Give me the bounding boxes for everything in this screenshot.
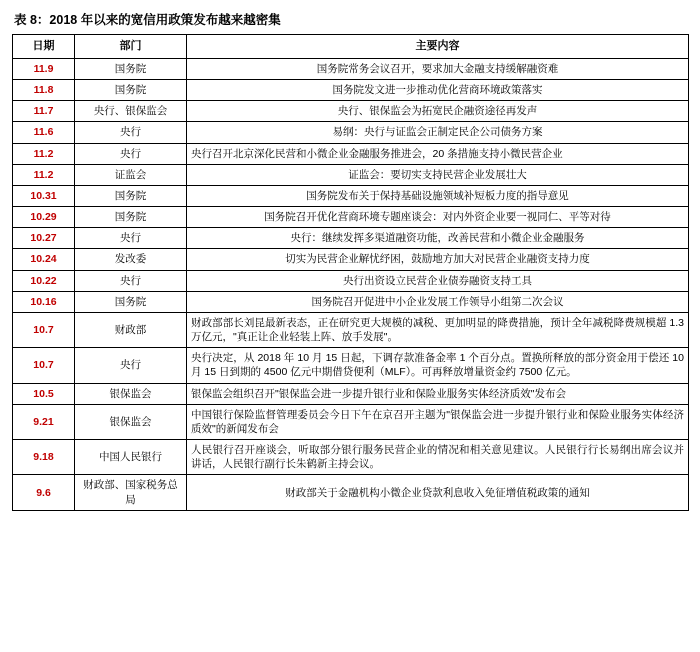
cell-date: 9.18	[13, 440, 75, 475]
cell-content: 央行、银保监会为拓宽民企融资途径再发声	[187, 101, 689, 122]
cell-department: 财政部	[75, 312, 187, 347]
cell-date: 11.6	[13, 122, 75, 143]
table-row	[13, 122, 689, 143]
cell-date: 10.27	[13, 228, 75, 249]
cell-date: 10.7	[13, 312, 75, 347]
cell-content: 国务院召开优化营商环境专题座谈会：对内外资企业要一视同仁、平等对待	[187, 207, 689, 228]
table-row	[13, 249, 689, 270]
cell-department: 银保监会	[75, 383, 187, 404]
cell-date: 11.7	[13, 101, 75, 122]
table-row	[13, 58, 689, 79]
cell-department: 中国人民银行	[75, 440, 187, 475]
column-header-department: 部门	[75, 35, 187, 59]
cell-date: 10.16	[13, 291, 75, 312]
cell-date: 10.24	[13, 249, 75, 270]
cell-date: 11.8	[13, 80, 75, 101]
table-row	[13, 270, 689, 291]
table-header	[13, 35, 689, 59]
cell-content: 央行：继续发挥多渠道融资功能，改善民营和小微企业金融服务	[187, 228, 689, 249]
cell-content: 国务院发布关于保持基础设施领域补短板力度的指导意见	[187, 185, 689, 206]
cell-department: 央行	[75, 348, 187, 383]
cell-department: 国务院	[75, 58, 187, 79]
cell-content: 中国银行保险监督管理委员会今日下午在京召开主题为"银保监会进一步提升银行业和保险业服务实体经济质效"的新闻发布会	[187, 404, 689, 439]
table-caption: 表 8：2018 年以来的宽信用政策发布越来越密集	[14, 13, 281, 27]
cell-content: 人民银行召开座谈会，听取部分银行服务民营企业的情况和相关意见建议。人民银行行长易纲出席会议并讲话，人民银行副行长朱鹤新主持会议。	[187, 440, 689, 475]
cell-content: 央行决定，从 2018 年 10 月 15 日起，下调存款准备金率 1 个百分点。置换所释放的部分资金用于偿还 10 月 15 日到期的 4500 亿元中期借贷便利（MLF）。可再释放增量资金约 7500 亿元。	[187, 348, 689, 383]
cell-department: 国务院	[75, 291, 187, 312]
policy-table	[12, 34, 689, 511]
cell-department: 央行、银保监会	[75, 101, 187, 122]
cell-date: 10.7	[13, 348, 75, 383]
table-row	[13, 143, 689, 164]
cell-date: 10.5	[13, 383, 75, 404]
cell-content: 央行召开北京深化民营和小微企业金融服务推进会，20 条措施支持小微民营企业	[187, 143, 689, 164]
cell-content: 国务院发文进一步推动优化营商环境政策落实	[187, 80, 689, 101]
cell-department: 央行	[75, 143, 187, 164]
table-row	[13, 101, 689, 122]
table-row	[13, 207, 689, 228]
cell-department: 银保监会	[75, 404, 187, 439]
cell-date: 10.31	[13, 185, 75, 206]
table-row	[13, 383, 689, 404]
cell-content: 易纲：央行与证监会正制定民企公司债务方案	[187, 122, 689, 143]
table-row	[13, 348, 689, 383]
cell-date: 10.22	[13, 270, 75, 291]
cell-department: 发改委	[75, 249, 187, 270]
table-row	[13, 291, 689, 312]
cell-department: 财政部、国家税务总局	[75, 475, 187, 510]
column-header-content: 主要内容	[187, 35, 689, 59]
cell-department: 国务院	[75, 80, 187, 101]
table-row	[13, 312, 689, 347]
table-row	[13, 185, 689, 206]
table-row	[13, 164, 689, 185]
cell-department: 央行	[75, 122, 187, 143]
table-row	[13, 440, 689, 475]
table-row	[13, 475, 689, 510]
table-body	[13, 58, 689, 510]
cell-content: 证监会：要切实支持民营企业发展壮大	[187, 164, 689, 185]
cell-date: 10.29	[13, 207, 75, 228]
cell-department: 国务院	[75, 207, 187, 228]
cell-content: 国务院常务会议召开，要求加大金融支持缓解融资难	[187, 58, 689, 79]
cell-date: 9.6	[13, 475, 75, 510]
cell-department: 证监会	[75, 164, 187, 185]
cell-content: 央行出资设立民营企业债券融资支持工具	[187, 270, 689, 291]
cell-date: 9.21	[13, 404, 75, 439]
column-header-date: 日期	[13, 35, 75, 59]
cell-department: 国务院	[75, 185, 187, 206]
cell-content: 财政部关于金融机构小微企业贷款利息收入免征增值税政策的通知	[187, 475, 689, 510]
cell-content: 国务院召开促进中小企业发展工作领导小组第二次会议	[187, 291, 689, 312]
cell-date: 11.9	[13, 58, 75, 79]
cell-content: 切实为民营企业解忧纾困，鼓励地方加大对民营企业融资支持力度	[187, 249, 689, 270]
table-row	[13, 80, 689, 101]
cell-date: 11.2	[13, 143, 75, 164]
table-row	[13, 228, 689, 249]
cell-date: 11.2	[13, 164, 75, 185]
table-row	[13, 404, 689, 439]
table-header-row	[13, 35, 689, 59]
cell-content: 财政部部长刘昆最新表态，正在研究更大规模的减税、更加明显的降费措施，预计全年减税降费规模超 1.3 万亿元，"真正让企业轻装上阵、放手发展"。	[187, 312, 689, 347]
cell-content: 银保监会组织召开"银保监会进一步提升银行业和保险业服务实体经济质效"发布会	[187, 383, 689, 404]
cell-department: 央行	[75, 228, 187, 249]
cell-department: 央行	[75, 270, 187, 291]
